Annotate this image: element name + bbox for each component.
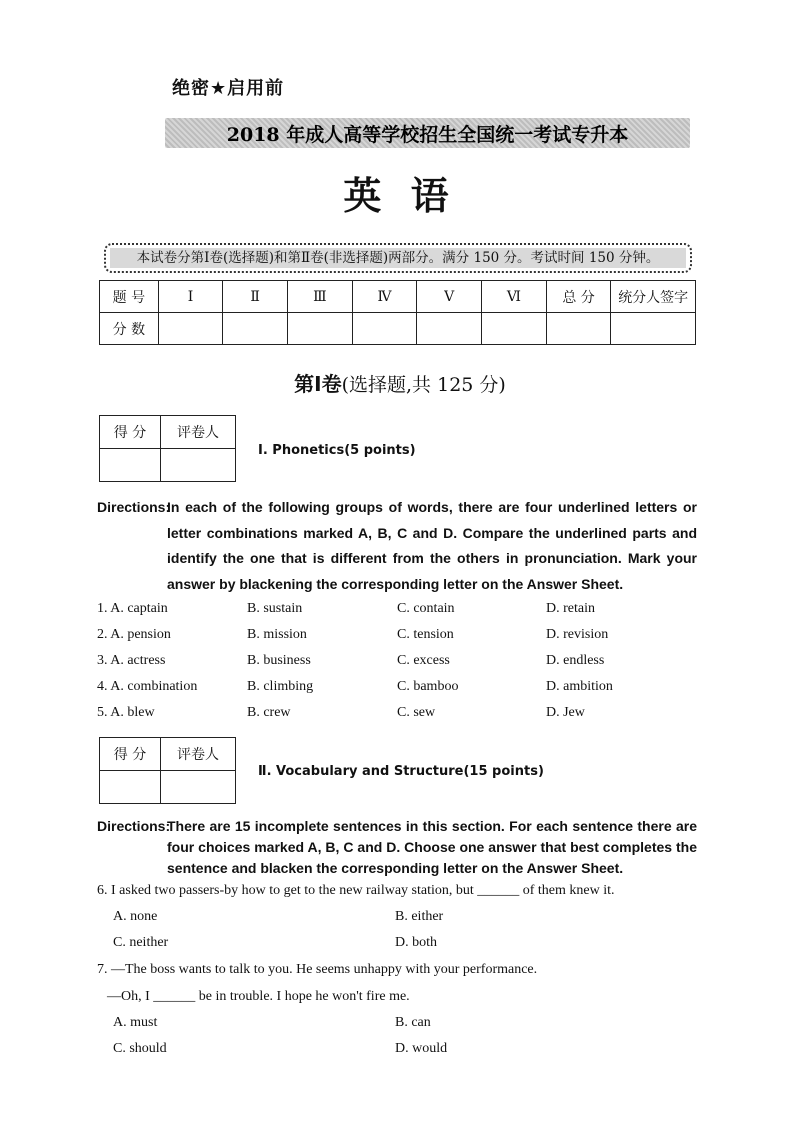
score-cell: Ⅵ	[482, 281, 547, 313]
question-stem: 6. I asked two passers-by how to get to the new railway station, but ______ of them knew it.	[97, 883, 615, 898]
question-row	[97, 627, 697, 653]
section1-title: Ⅰ. Phonetics(5 points)	[258, 443, 416, 458]
option[interactable]: C. bamboo	[397, 679, 459, 694]
option[interactable]: B. mission	[247, 627, 307, 642]
option[interactable]: C. tension	[397, 627, 454, 642]
score-cell: Ⅱ	[223, 281, 288, 313]
option[interactable]: 2. A. pension	[97, 627, 171, 642]
exam-notice-text: 本试卷分第Ⅰ卷(选择题)和第Ⅱ卷(非选择题)两部分。满分 150 分。考试时间 150 分钟。	[110, 248, 686, 268]
score-input-cell[interactable]	[352, 313, 417, 345]
grader-score-label: 得 分	[100, 738, 161, 771]
section1-directions	[97, 495, 697, 597]
score-input-cell[interactable]	[288, 313, 353, 345]
directions-label: Directions:	[97, 818, 171, 834]
score-table-score-row	[100, 313, 696, 345]
score-input-cell[interactable]	[223, 313, 288, 345]
option[interactable]: C. excess	[397, 653, 450, 668]
section2-directions	[97, 816, 697, 879]
grader-name-label: 评卷人	[161, 738, 236, 771]
question-row	[97, 705, 697, 731]
option[interactable]: D. would	[395, 1041, 448, 1056]
option[interactable]: B. crew	[247, 705, 291, 720]
option[interactable]: D. ambition	[546, 679, 613, 694]
grader-name-label: 评卷人	[161, 416, 236, 449]
score-cell: 分 数	[100, 313, 159, 345]
option[interactable]: B. climbing	[247, 679, 314, 694]
section2-title: Ⅱ. Vocabulary and Structure(15 points)	[258, 764, 544, 779]
option[interactable]: 4. A. combination	[97, 679, 198, 694]
grader-score-label: 得 分	[100, 416, 161, 449]
grader-name-cell[interactable]	[161, 771, 236, 804]
question-stem: 7. —The boss wants to talk to you. He seems unhappy with your performance.	[97, 962, 538, 977]
exam-title: 2018 年成人高等学校招生全国统一考试专升本	[226, 124, 629, 146]
score-input-cell[interactable]	[611, 313, 696, 345]
volume-name: 第Ⅰ卷	[294, 372, 342, 396]
grader-name-cell[interactable]	[161, 449, 236, 482]
option[interactable]: B. can	[395, 1015, 431, 1030]
question-row	[97, 601, 697, 627]
option[interactable]: B. either	[395, 909, 444, 924]
option[interactable]: 1. A. captain	[97, 601, 168, 616]
question-stem-reply: —Oh, I ______ be in trouble. I hope he won't fire me.	[107, 989, 410, 1004]
grader-box	[99, 737, 236, 804]
option[interactable]: D. endless	[546, 653, 605, 668]
option[interactable]: 3. A. actress	[97, 653, 166, 668]
option[interactable]: C. neither	[113, 935, 169, 950]
option[interactable]: D. revision	[546, 627, 609, 642]
score-input-cell[interactable]	[417, 313, 482, 345]
question-row	[97, 679, 697, 705]
confidential-mark: 绝密★启用前	[172, 78, 285, 99]
option[interactable]: D. both	[395, 935, 437, 950]
grader-score-cell[interactable]	[100, 449, 161, 482]
option[interactable]: C. sew	[397, 705, 436, 720]
score-cell: 题 号	[100, 281, 159, 313]
option[interactable]: A. must	[113, 1015, 158, 1030]
score-cell: Ⅳ	[352, 281, 417, 313]
option[interactable]: B. business	[247, 653, 311, 668]
exam-title-banner	[165, 118, 690, 148]
score-input-cell[interactable]	[546, 313, 611, 345]
directions-text: In each of the following groups of words, there are four underlined letters or letter combinations marked A, B, C and D. Compare the underlined parts and identify the one that is different from the others in pronunciation. Mark your answer by blackening the corresponding letter on the Answer Sheet.	[167, 499, 697, 592]
exam-notice-box	[104, 243, 692, 273]
option[interactable]: A. none	[113, 909, 158, 924]
directions-text: There are 15 incomplete sentences in this section. For each sentence there are four choices marked A, B, C and D. Choose one answer that best completes the sentence and blacken the corresponding letter on the Answer Sheet.	[167, 818, 697, 876]
score-input-cell[interactable]	[158, 313, 223, 345]
option[interactable]: D. retain	[546, 601, 595, 616]
option[interactable]: C. should	[113, 1041, 167, 1056]
score-cell: 统分人签字	[611, 281, 696, 313]
subject-title: 英 语	[343, 174, 457, 218]
volume-subtitle: (选择题,共 125 分)	[341, 374, 506, 396]
score-input-cell[interactable]	[482, 313, 547, 345]
score-cell: Ⅲ	[288, 281, 353, 313]
grader-score-cell[interactable]	[100, 771, 161, 804]
option[interactable]: 5. A. blew	[97, 705, 155, 720]
score-table-header-row	[100, 281, 696, 313]
directions-label: Directions:	[97, 499, 171, 515]
score-cell: 总 分	[546, 281, 611, 313]
question-row	[97, 653, 697, 679]
volume-title	[0, 368, 800, 397]
option[interactable]: B. sustain	[247, 601, 303, 616]
score-cell: Ⅰ	[158, 281, 223, 313]
score-table	[99, 280, 696, 345]
option[interactable]: C. contain	[397, 601, 455, 616]
score-cell: Ⅴ	[417, 281, 482, 313]
grader-box	[99, 415, 236, 482]
option[interactable]: D. Jew	[546, 705, 585, 720]
